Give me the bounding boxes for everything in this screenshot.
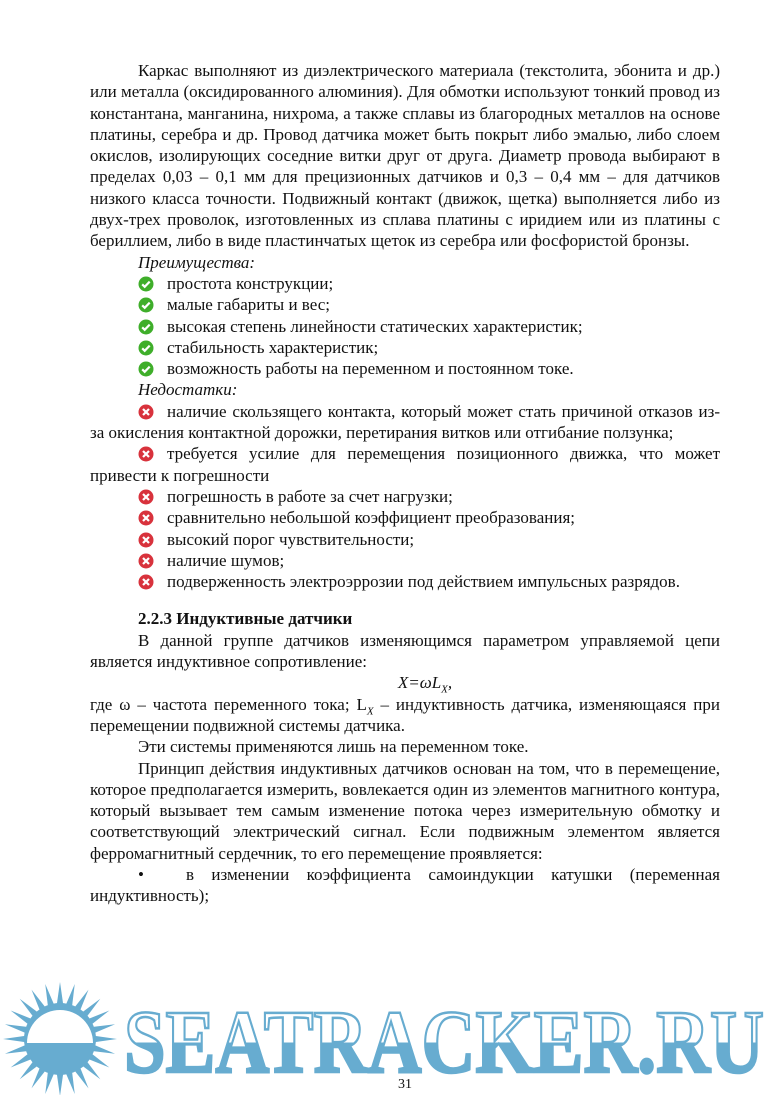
paragraph-principle: Принцип действия индуктивных датчиков основан на том, что в перемещение, которое предполагается измерить, вовлекается один из элементов магнитного контура, который вызывает тем самым изменение потока через измерительную обмотку и соответствующий электрический сигнал. Если подвижным элементом является ферромагнитный сердечник, то его перемещение проявляется: bbox=[90, 758, 720, 863]
cross-circle-icon bbox=[138, 553, 154, 569]
advantages-label: Преимущества: bbox=[138, 252, 256, 272]
check-circle-icon bbox=[138, 319, 154, 335]
formula bbox=[90, 672, 720, 696]
paragraph-frame-materials: Каркас выполняют из диэлектрического материала (текстолита, эбонита и др.) или металла (оксидированного алюминия). Для обмотки используют тонкий провод из константана, манганина, нихрома, а также сплавы из благородных металлов на основе платины, серебра и др. Провод датчика может быть покрыт либо эмалью, либо слоем окислов, изолирующих соседние витки друг от друга. Диаметр провода выбирают в пределах 0,03 – 0,1 мм для прецизионных датчиков и 0,3 – 0,4 мм – для датчиков низкого класса точности. Подвижный контакт (движок, щетка) выполняется либо из двух-трех проволок, изготовленных из сплава платины с иридием или из платины с бериллием, либо в виде пластинчатых щеток из серебра или фосфористой бронзы. bbox=[90, 61, 720, 251]
formula-explanation bbox=[90, 694, 720, 737]
list-item-text: высокая степень линейности статических характеристик; bbox=[167, 316, 583, 336]
list-item-text: простота конструкции; bbox=[167, 273, 334, 293]
paragraph-ac-only: Эти системы применяются лишь на переменном токе. bbox=[138, 737, 529, 757]
document-page bbox=[90, 60, 720, 907]
formula-main: X=ωL bbox=[397, 673, 442, 693]
where-text-2: – индуктивность датчика, изменяющаяся при перемещении подвижной системы датчика. bbox=[90, 694, 720, 735]
disadvantage-item bbox=[90, 529, 720, 550]
section-heading: 2.2.3 Индуктивные датчики bbox=[138, 609, 353, 629]
cross-circle-icon bbox=[138, 532, 154, 548]
list-item-text: требуется усилие для перемещения позиционного движка, что может привести к погрешности bbox=[90, 444, 720, 485]
advantage-item bbox=[90, 358, 720, 379]
section-intro: В данной группе датчиков изменяющимся параметром управляемой цепи является индуктивное сопротивление: bbox=[90, 630, 720, 672]
sun-icon bbox=[3, 982, 117, 1095]
cross-circle-icon bbox=[138, 446, 154, 462]
advantage-item bbox=[90, 337, 720, 358]
disadvantage-item bbox=[90, 443, 720, 486]
list-item-text: высокий порог чувствительности; bbox=[167, 529, 415, 549]
formula-end: , bbox=[447, 673, 453, 693]
bullet-text: в изменении коэффициента самоиндукции катушки (переменная индуктивность); bbox=[90, 864, 720, 906]
check-circle-icon bbox=[138, 297, 154, 313]
disadvantage-item bbox=[90, 401, 720, 444]
disadvantages-list bbox=[90, 401, 720, 593]
check-circle-icon bbox=[138, 340, 154, 356]
watermark-logo bbox=[0, 982, 775, 1095]
where-sub: X bbox=[366, 705, 374, 717]
cross-circle-icon bbox=[138, 404, 154, 420]
list-item-text: стабильность характеристик; bbox=[167, 337, 379, 357]
disadvantage-item bbox=[90, 486, 720, 507]
advantage-item bbox=[90, 316, 720, 337]
cross-circle-icon bbox=[138, 574, 154, 590]
page-number: 31 bbox=[398, 1077, 412, 1092]
disadvantages-label: Недостатки: bbox=[138, 380, 238, 400]
list-item-text: наличие шумов; bbox=[167, 550, 285, 570]
check-circle-icon bbox=[138, 361, 154, 377]
list-item-text: сравнительно небольшой коэффициент преобразования; bbox=[167, 508, 575, 528]
bullet-item bbox=[90, 864, 720, 907]
disadvantage-item bbox=[90, 550, 720, 571]
advantage-item bbox=[90, 273, 720, 294]
formula-sub: X bbox=[441, 683, 448, 696]
disadvantage-item bbox=[90, 571, 720, 592]
list-item-text: наличие скользящего контакта, который может стать причиной отказов из-за окисления контактной дорожки, перетирания витков или отгибание ползунка; bbox=[90, 401, 720, 443]
where-text-1: где ω – частота переменного тока; L bbox=[90, 694, 367, 714]
list-item-text: подверженность электроэррозии под действием импульсных разрядов. bbox=[167, 572, 680, 592]
list-item-text: возможность работы на переменном и постоянном токе. bbox=[167, 359, 574, 379]
check-circle-icon bbox=[138, 276, 154, 292]
disadvantage-item bbox=[90, 507, 720, 528]
cross-circle-icon bbox=[138, 489, 154, 505]
list-item-text: погрешность в работе за счет нагрузки; bbox=[167, 486, 453, 506]
advantage-item bbox=[90, 294, 720, 315]
list-item-text: малые габариты и вес; bbox=[167, 295, 330, 315]
bullet-icon: • bbox=[138, 864, 144, 884]
watermark-text: SEATRACKER.RU bbox=[124, 993, 764, 1092]
advantages-list bbox=[90, 273, 720, 379]
cross-circle-icon bbox=[138, 510, 154, 526]
